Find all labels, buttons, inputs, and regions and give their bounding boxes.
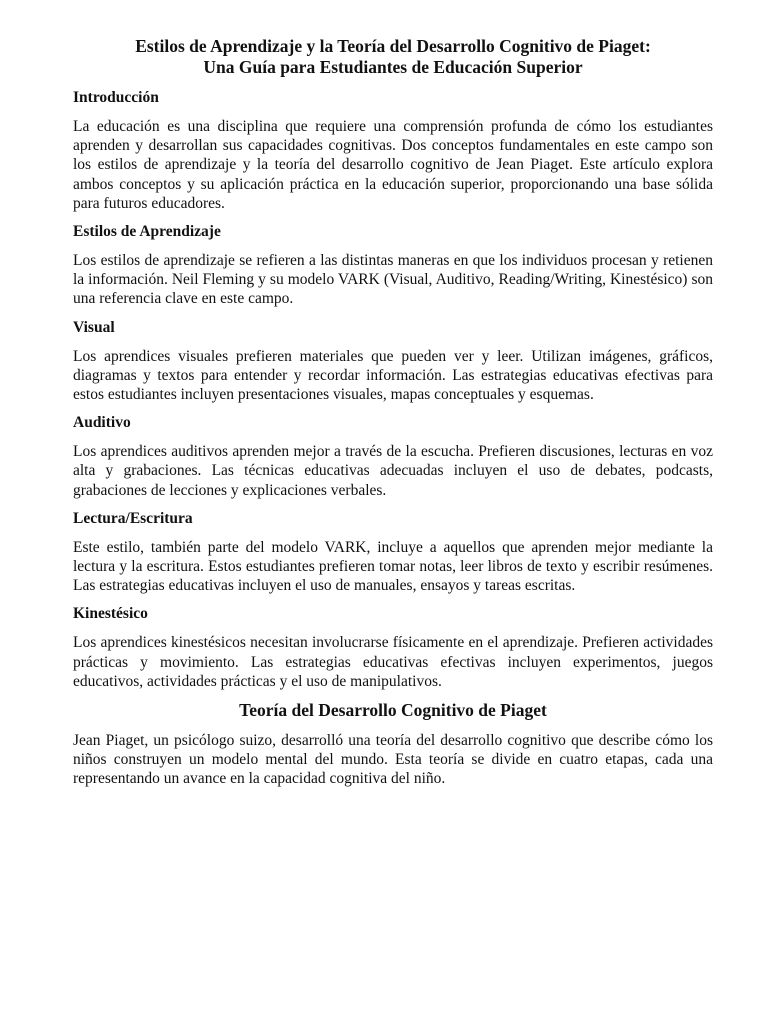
heading-lectura-escritura: Lectura/Escritura: [73, 509, 193, 527]
paragraph-kinestesico: Los aprendices kinestésicos necesitan involucrarse físicamente en el aprendizaje. Prefieren actividades prácticas y movimiento. Las estrategias educativas efectivas incluyen experimentos, juegos educativos, actividades prácticas y el uso de manipulativos.: [73, 634, 713, 690]
paragraph-visual: Los aprendices visuales prefieren materiales que pueden ver y leer. Utilizan imágenes, gráficos, diagramas y textos para entender y recordar información. Las estrategias educativas efectivas para estos estudiantes incluyen presentaciones visuales, mapas conceptuales y esquemas.: [73, 347, 713, 404]
heading-kinestesico: Kinestésico: [73, 605, 148, 623]
title-line-2: Una Guía para Estudiantes de Educación Superior: [203, 57, 583, 77]
paragraph-introduccion: La educación es una disciplina que requiere una comprensión profunda de cómo los estudiantes aprenden y desarrollan sus capacidades cognitivas. Dos conceptos fundamentales en este campo son los estilos de aprendizaje y la teoría del desarrollo cognitivo de Jean Piaget. Este artículo explora ambos conceptos y su aplicación práctica en la educación superior, proporcionando una base sólida para futuros educadores.: [73, 118, 713, 212]
paragraph-teoria-piaget: Jean Piaget, un psicólogo suizo, desarrolló una teoría del desarrollo cognitivo que describe cómo los niños construyen un modelo mental del mundo. Esta teoría se divide en cuatro etapas, cada una representando un avance en la capacidad cognitiva del niño.: [73, 732, 713, 788]
document-page: [73, 36, 713, 798]
heading-introduccion: Introducción: [73, 89, 159, 106]
paragraph-lectura-escritura: Este estilo, también parte del modelo VARK, incluye a aquellos que aprenden mejor mediante la lectura y la escritura. Estos estudiantes prefieren tomar notas, leer libros de texto y escribir resúmenes. Las estrategias educativas incluyen el uso de manuales, ensayos y tareas escritas.: [73, 538, 713, 595]
paragraph-estilos-de-aprendizaje: Los estilos de aprendizaje se refieren a las distintas maneras en que los individuos procesan y retienen la información. Neil Fleming y su modelo VARK (Visual, Auditivo, Reading/Writing, Kinestésico) son una referencia clave en este campo.: [73, 252, 713, 308]
heading-visual: Visual: [73, 318, 115, 336]
heading-estilos-de-aprendizaje: Estilos de Aprendizaje: [73, 223, 221, 241]
title-line-1: Estilos de Aprendizaje y la Teoría del Desarrollo Cognitivo de Piaget:: [135, 36, 651, 56]
heading-auditivo: Auditivo: [73, 414, 131, 432]
paragraph-auditivo: Los aprendices auditivos aprenden mejor a través de la escucha. Prefieren discusiones, lecturas en voz alta y grabaciones. Las técnicas educativas adecuadas incluyen el uso de debates, podcasts, grabaciones de lecciones y explicaciones verbales.: [73, 443, 713, 499]
document-title: [73, 36, 713, 78]
heading-teoria-piaget: Teoría del Desarrollo Cognitivo de Piaget: [239, 700, 547, 721]
